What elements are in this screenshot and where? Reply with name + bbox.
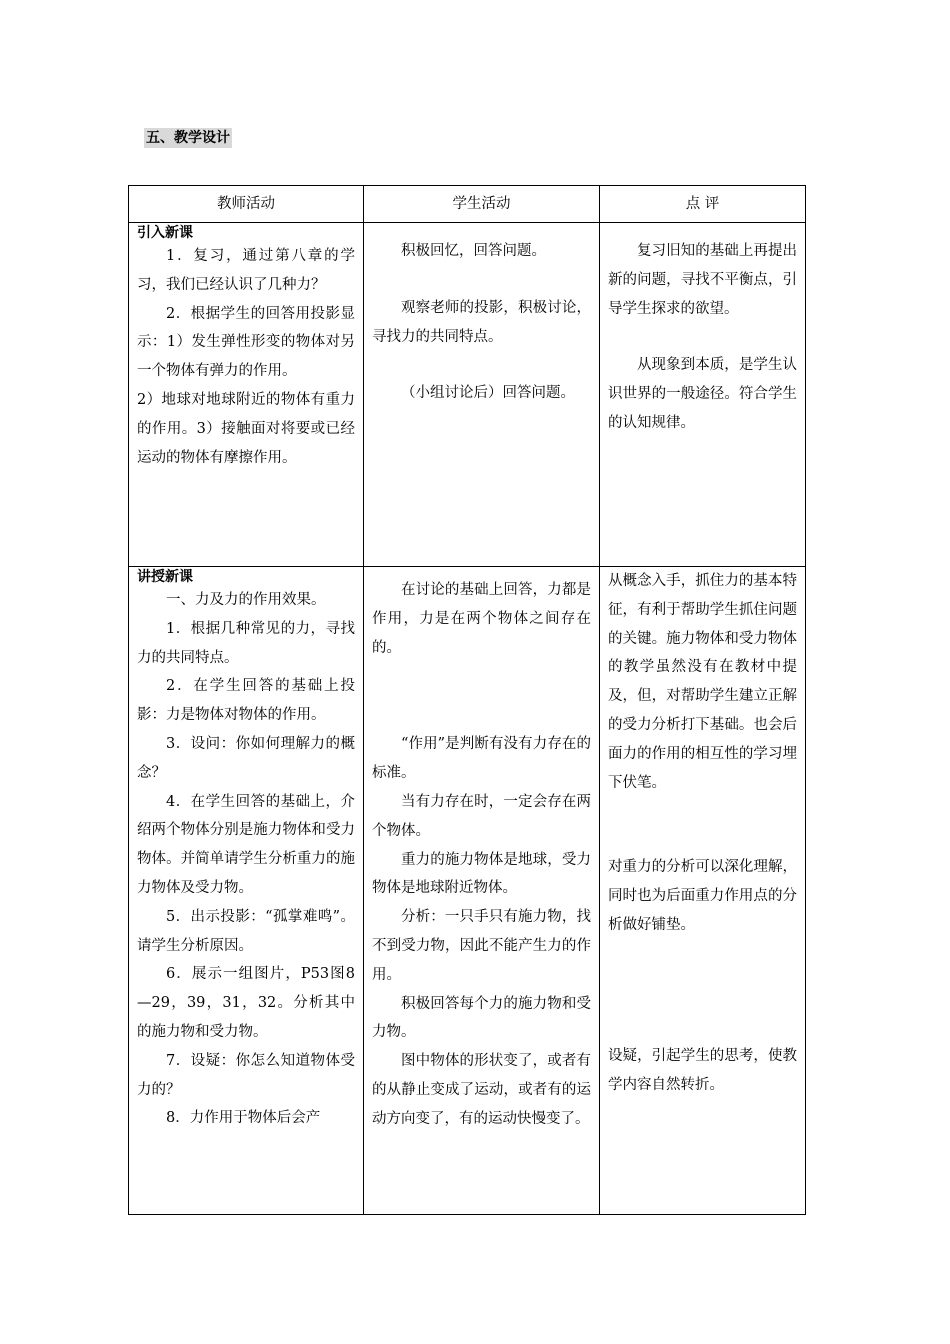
comment-item: 从现象到本质，是学生认识世界的一般途径。符合学生的认知规律。 bbox=[608, 357, 797, 431]
comment-item: 复习旧知的基础上再提出新的问题，寻找不平衡点，引导学生探求的欲望。 bbox=[608, 243, 797, 317]
teacher-item: 一、力及力的作用效果。 bbox=[166, 592, 326, 608]
header-student-activity: 学生活动 bbox=[364, 186, 600, 223]
student-item: （小组讨论后）回答问题。 bbox=[401, 385, 575, 402]
section-heading: 五、教学设计 bbox=[146, 130, 230, 146]
teacher-item: 7．设疑：你怎么知道物体受力的？ bbox=[137, 1052, 355, 1098]
teacher-cell-new-lesson bbox=[129, 567, 364, 1215]
comment-item: 设疑，引起学生的思考，使教学内容自然转折。 bbox=[608, 1047, 797, 1093]
row-title-new-lesson: 讲授新课 bbox=[137, 569, 193, 585]
student-item: 当有力存在时，一定会存在两个物体。 bbox=[372, 793, 591, 839]
teacher-item: 1．根据几种常见的力，寻找力的共同特点。 bbox=[137, 620, 355, 666]
student-item: 重力的施力物体是地球，受力物体是地球附近物体。 bbox=[372, 851, 591, 897]
teacher-cell-intro bbox=[129, 223, 364, 567]
header-teacher-activity: 教师活动 bbox=[129, 186, 364, 223]
comment-cell-intro bbox=[600, 223, 806, 567]
comment-item: 从概念入手，抓住力的基本特征，有利于帮助学生抓住问题的关键。施力物体和受力物体的教学虽然没有在教材中提及，但，对帮助学生建立正解的受力分析打下基础。也会后面力的作用的相互性的学习埋下伏笔。 bbox=[608, 573, 797, 791]
teacher-item: 2）地球对地球附近的物体有重力的作用。3）接触面对将要或已经运动的物体有摩擦作用。 bbox=[137, 391, 355, 466]
teacher-item: 6．展示一组图片，P53图8—29，39，31，32。分析其中的施力物和受力物。 bbox=[137, 966, 355, 1040]
header-row bbox=[129, 186, 806, 223]
comment-cell-new-lesson bbox=[600, 567, 806, 1215]
row-intro bbox=[129, 223, 806, 567]
teacher-item: 1．复习，通过第八章的学习，我们已经认识了几种力？ bbox=[137, 248, 355, 293]
teacher-item: 4．在学生回答的基础上，介绍两个物体分别是施力物体和受力物体。并简单请学生分析重力的施力物体及受力物。 bbox=[137, 793, 355, 896]
header-comment: 点 评 bbox=[600, 186, 806, 223]
row-new-lesson bbox=[129, 567, 806, 1215]
teacher-item: 5．出示投影：“孤掌难鸣”。请学生分析原因。 bbox=[137, 908, 355, 954]
teacher-item: 2．根据学生的回答用投影显示：1）发生弹性形变的物体对另一个物体有弹力的作用。 bbox=[137, 305, 355, 380]
student-item: 在讨论的基础上回答，力都是作用，力是在两个物体之间存在的。 bbox=[372, 582, 591, 656]
student-item: 积极回忆，回答问题。 bbox=[401, 243, 546, 259]
student-cell-intro bbox=[364, 223, 600, 567]
student-item: 积极回答每个力的施力物和受力物。 bbox=[372, 995, 591, 1041]
row-title-intro: 引入新课 bbox=[137, 225, 193, 241]
teacher-item: 3．设问：你如何理解力的概念？ bbox=[137, 735, 355, 781]
teacher-item: 8．力作用于物体后会产 bbox=[166, 1110, 321, 1127]
student-item: 图中物体的形状变了，或者有的从静止变成了运动，或者有的运动方向变了，有的运动快慢变了。 bbox=[372, 1053, 591, 1127]
student-cell-new-lesson bbox=[364, 567, 600, 1215]
student-item: “作用”是判断有没有力存在的标准。 bbox=[372, 736, 591, 782]
teacher-item: 2．在学生回答的基础上投影：力是物体对物体的作用。 bbox=[137, 678, 355, 724]
teaching-design-table bbox=[128, 185, 806, 1215]
comment-item: 对重力的分析可以深化理解，同时也为后面重力作用点的分析做好铺垫。 bbox=[608, 859, 797, 933]
student-item: 分析：一只手只有施力物，找不到受力物，因此不能产生力的作用。 bbox=[372, 909, 591, 983]
student-item: 观察老师的投影，积极讨论，寻找力的共同特点。 bbox=[372, 299, 591, 345]
